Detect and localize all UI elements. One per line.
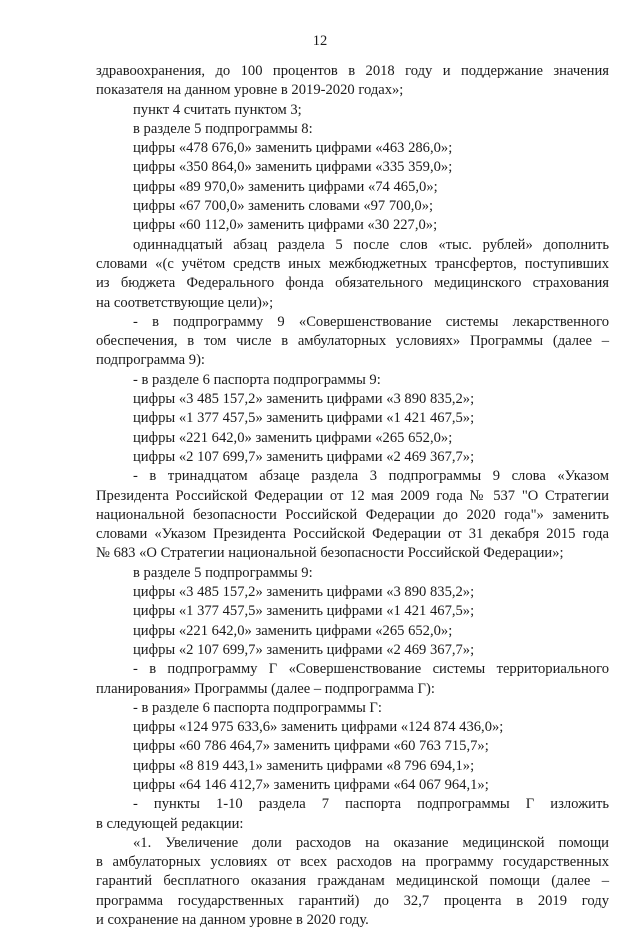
text-line: подпрограмма 9): xyxy=(96,352,205,369)
paragraph xyxy=(96,62,609,101)
paragraph xyxy=(96,371,609,390)
paragraph xyxy=(96,660,609,699)
paragraph xyxy=(96,120,609,139)
text-line: - в подпрограмму 9 «Совершенствование системы лекарственного xyxy=(133,313,609,330)
text-line: цифры «1 377 457,5» заменить цифрами «1 421 467,5»; xyxy=(133,603,475,620)
text-line: национальной безопасности Российской Федерации до 2020 года"» заменить xyxy=(96,506,609,523)
text-line: цифры «1 377 457,5» заменить цифрами «1 421 467,5»; xyxy=(133,410,475,427)
text-line: - в разделе 6 паспорта подпрограммы 9: xyxy=(133,371,381,388)
paragraph xyxy=(96,178,609,197)
paragraph xyxy=(96,834,609,930)
text-line: цифры «350 864,0» заменить цифрами «335 359,0»; xyxy=(133,159,453,176)
text-line: здравоохранения, до 100 процентов в 2018 году и поддержание значения xyxy=(96,63,609,79)
text-line: - пункты 1-10 раздела 7 паспорта подпрограммы Г изложить xyxy=(133,796,609,813)
text-line: пункт 4 считать пунктом 3; xyxy=(133,101,302,118)
text-line: в следующей редакции: xyxy=(96,815,244,832)
paragraph xyxy=(96,564,609,583)
paragraph xyxy=(96,158,609,177)
text-line: цифры «60 112,0» заменить цифрами «30 227,0»; xyxy=(133,217,438,234)
text-line: - в подпрограмму Г «Совершенствование системы территориального xyxy=(133,661,609,678)
text-line: цифры «2 107 699,7» заменить цифрами «2 469 367,7»; xyxy=(133,641,475,658)
text-line: цифры «478 676,0» заменить цифрами «463 286,0»; xyxy=(133,140,453,157)
text-line: из бюджета Федерального фонда обязательного медицинского страхования xyxy=(96,275,609,292)
text-line: в разделе 5 подпрограммы 9: xyxy=(133,564,313,581)
paragraph xyxy=(96,602,609,621)
paragraph xyxy=(96,467,609,563)
text-line: одиннадцатый абзац раздела 5 после слов «тыс. рублей» дополнить xyxy=(133,236,609,253)
paragraph xyxy=(96,216,609,235)
paragraph xyxy=(96,583,609,602)
document-body xyxy=(96,62,609,930)
text-line: цифры «124 975 633,6» заменить цифрами «124 874 436,0»; xyxy=(133,719,504,736)
paragraph xyxy=(96,197,609,216)
text-line: на соответствующие цели)»; xyxy=(96,294,274,311)
text-line: - в тринадцатом абзаце раздела 3 подпрограммы 9 слова «Указом xyxy=(133,468,609,485)
paragraph xyxy=(96,699,609,718)
text-line: цифры «3 485 157,2» заменить цифрами «3 890 835,2»; xyxy=(133,584,475,601)
text-line: № 683 «О Стратегии национальной безопасности Российской Федерации»; xyxy=(96,545,564,562)
text-line: цифры «221 642,0» заменить цифрами «265 652,0»; xyxy=(133,429,453,446)
text-line: - в разделе 6 паспорта подпрограммы Г: xyxy=(133,699,382,716)
text-line: в разделе 5 подпрограммы 8: xyxy=(133,120,313,137)
paragraph xyxy=(96,757,609,776)
paragraph xyxy=(96,236,609,313)
text-line: цифры «67 700,0» заменить словами «97 700,0»; xyxy=(133,198,434,215)
text-line: словами «Указом Президента Российской Федерации от 31 декабря 2015 года xyxy=(96,526,609,543)
paragraph xyxy=(96,622,609,641)
paragraph xyxy=(96,409,609,428)
text-line: цифры «64 146 412,7» заменить цифрами «64 067 964,1»; xyxy=(133,776,489,793)
text-line: цифры «3 485 157,2» заменить цифрами «3 890 835,2»; xyxy=(133,391,475,408)
text-line: цифры «221 642,0» заменить цифрами «265 652,0»; xyxy=(133,622,453,639)
paragraph xyxy=(96,737,609,756)
text-line: цифры «60 786 464,7» заменить цифрами «60 763 715,7»; xyxy=(133,738,489,755)
text-line: показателя на данном уровне в 2019-2020 годах»; xyxy=(96,82,404,99)
paragraph xyxy=(96,776,609,795)
text-line: планирования» Программы (далее – подпрограмма Г): xyxy=(96,680,435,697)
text-line: программа государственных гарантий) до 32,7 процента в 2019 году xyxy=(96,892,609,909)
paragraph xyxy=(96,795,609,834)
paragraph xyxy=(96,429,609,448)
paragraph xyxy=(96,101,609,120)
text-line: в амбулаторных условиях от всех расходов на программу государственных xyxy=(96,854,609,871)
page-number: 12 xyxy=(312,33,328,49)
text-line: обеспечения, в том числе в амбулаторных условиях» Программы (далее – xyxy=(96,333,609,350)
text-line: цифры «8 819 443,1» заменить цифрами «8 796 694,1»; xyxy=(133,757,475,774)
paragraph xyxy=(96,641,609,660)
text-line: словами «(с учётом средств иных межбюджетных трансфертов, поступивших xyxy=(96,255,609,272)
text-line: Президента Российской Федерации от 12 мая 2009 года № 537 "О Стратегии xyxy=(96,487,609,504)
paragraph xyxy=(96,139,609,158)
paragraph xyxy=(96,448,609,467)
text-line: цифры «2 107 699,7» заменить цифрами «2 469 367,7»; xyxy=(133,448,475,465)
paragraph xyxy=(96,313,609,371)
paragraph xyxy=(96,390,609,409)
text-line: и сохранение на данном уровне в 2020 году. xyxy=(96,912,369,929)
text-line: гарантий бесплатного оказания гражданам медицинской помощи (далее – xyxy=(96,873,609,890)
paragraph xyxy=(96,718,609,737)
text-line: цифры «89 970,0» заменить цифрами «74 465,0»; xyxy=(133,178,438,195)
text-line: «1. Увеличение доли расходов на оказание медицинской помощи xyxy=(133,834,609,851)
